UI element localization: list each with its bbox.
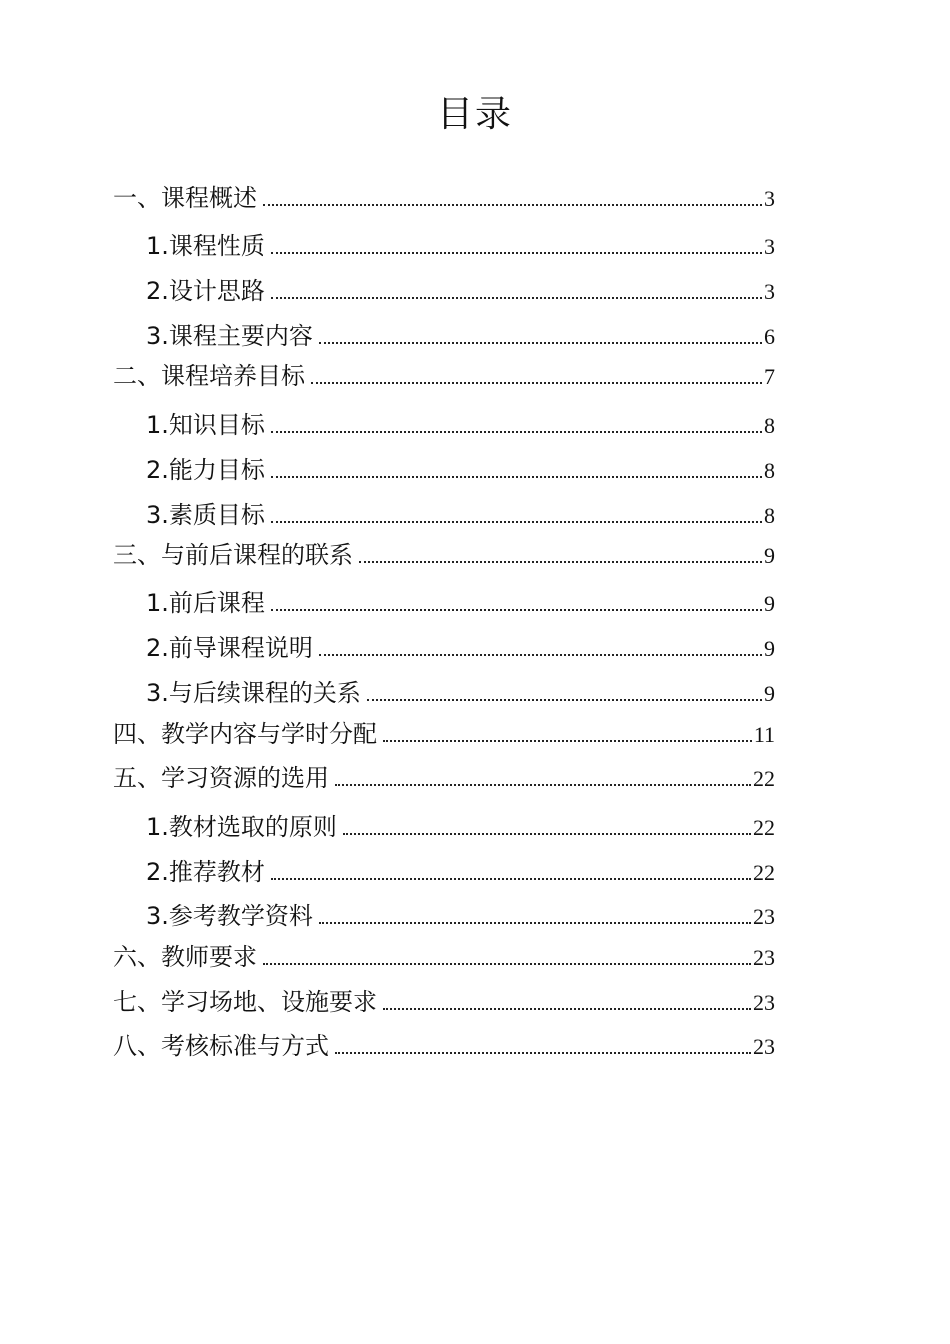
toc-entry-label: 七、学习场地、设施要求: [113, 988, 377, 1016]
toc-dot-leader: [383, 1007, 751, 1010]
toc-entry-label: 三、与前后课程的联系: [113, 541, 353, 569]
toc-page-number: 7: [764, 364, 775, 389]
toc-page-number: 23: [753, 904, 775, 929]
toc-section-entry[interactable]: [146, 857, 775, 887]
toc-page-number: 11: [753, 722, 775, 747]
toc-dot-leader: [359, 560, 762, 563]
toc-dot-leader: [263, 962, 751, 965]
toc-entry-label: 2.前导课程说明: [146, 634, 313, 662]
toc-section-entry[interactable]: [146, 901, 775, 931]
toc-dot-leader: [271, 475, 762, 478]
toc-page-number: 6: [764, 324, 775, 349]
toc-section-entry[interactable]: [146, 633, 775, 663]
toc-title: 目录: [436, 94, 513, 135]
toc-dot-leader: [263, 203, 762, 206]
toc-page-number: 9: [764, 681, 775, 706]
toc-entry-label: 2.能力目标: [146, 456, 265, 484]
toc-page-number: 9: [764, 543, 775, 568]
toc-page-number: 3: [764, 279, 775, 304]
toc-chapter-entry[interactable]: [113, 763, 775, 793]
toc-entry-label: 1.知识目标: [146, 411, 265, 439]
toc-entry-label: 3.课程主要内容: [146, 322, 313, 350]
toc-section-entry[interactable]: [146, 588, 775, 618]
toc-entry-label: 2.设计思路: [146, 277, 265, 305]
toc-page-number: 8: [764, 458, 775, 483]
toc-dot-leader: [319, 653, 762, 656]
toc-page-number: 22: [753, 860, 775, 885]
toc-chapter-entry[interactable]: [113, 361, 775, 391]
toc-dot-leader: [335, 783, 751, 786]
toc-page-number: 23: [753, 945, 775, 970]
toc-page-number: 9: [764, 636, 775, 661]
toc-page-number: 22: [753, 766, 775, 791]
toc-chapter-entry[interactable]: [113, 1031, 775, 1061]
toc-dot-leader: [271, 296, 762, 299]
toc-entry-label: 二、课程培养目标: [113, 362, 305, 390]
toc-page-number: 3: [764, 186, 775, 211]
toc-dot-leader: [343, 832, 751, 835]
toc-entry-label: 一、课程概述: [113, 184, 257, 212]
toc-page-number: 8: [764, 413, 775, 438]
toc-entry-label: 3.参考教学资料: [146, 902, 313, 930]
toc-page-number: 3: [764, 234, 775, 259]
toc-section-entry[interactable]: [146, 276, 775, 306]
toc-entry-label: 3.与后续课程的关系: [146, 679, 361, 707]
toc-entry-label: 1.教材选取的原则: [146, 813, 337, 841]
toc-dot-leader: [319, 341, 762, 344]
toc-entry-label: 八、考核标准与方式: [113, 1032, 329, 1060]
toc-dot-leader: [319, 921, 751, 924]
toc-section-entry[interactable]: [146, 500, 775, 530]
toc-page-number: 23: [753, 1034, 775, 1059]
toc-chapter-entry[interactable]: [113, 183, 775, 213]
toc-section-entry[interactable]: [146, 410, 775, 440]
toc-dot-leader: [335, 1051, 751, 1054]
toc-section-entry[interactable]: [146, 678, 775, 708]
toc-entry-label: 五、学习资源的选用: [113, 764, 329, 792]
toc-dot-leader: [271, 251, 762, 254]
toc-entry-label: 1.前后课程: [146, 589, 265, 617]
toc-dot-leader: [367, 698, 762, 701]
toc-page-number: 22: [753, 815, 775, 840]
toc-section-entry[interactable]: [146, 812, 775, 842]
toc-page-number: 8: [764, 503, 775, 528]
toc-section-entry[interactable]: [146, 231, 775, 261]
toc-entry-label: 六、教师要求: [113, 943, 257, 971]
toc-page-number: 23: [753, 990, 775, 1015]
toc-section-entry[interactable]: [146, 321, 775, 351]
toc-chapter-entry[interactable]: [113, 987, 775, 1017]
toc-dot-leader: [271, 877, 751, 880]
toc-dot-leader: [311, 381, 762, 384]
toc-chapter-entry[interactable]: [113, 719, 775, 749]
toc-chapter-entry[interactable]: [113, 942, 775, 972]
toc-entry-label: 3.素质目标: [146, 501, 265, 529]
toc-entry-label: 1.课程性质: [146, 232, 265, 260]
toc-page-number: 9: [764, 591, 775, 616]
toc-dot-leader: [271, 608, 762, 611]
toc-entry-label: 四、教学内容与学时分配: [113, 720, 377, 748]
toc-entry-label: 2.推荐教材: [146, 858, 265, 886]
toc-dot-leader: [271, 430, 762, 433]
toc-dot-leader: [383, 739, 752, 742]
toc-section-entry[interactable]: [146, 455, 775, 485]
toc-chapter-entry[interactable]: [113, 540, 775, 570]
toc-dot-leader: [271, 520, 762, 523]
